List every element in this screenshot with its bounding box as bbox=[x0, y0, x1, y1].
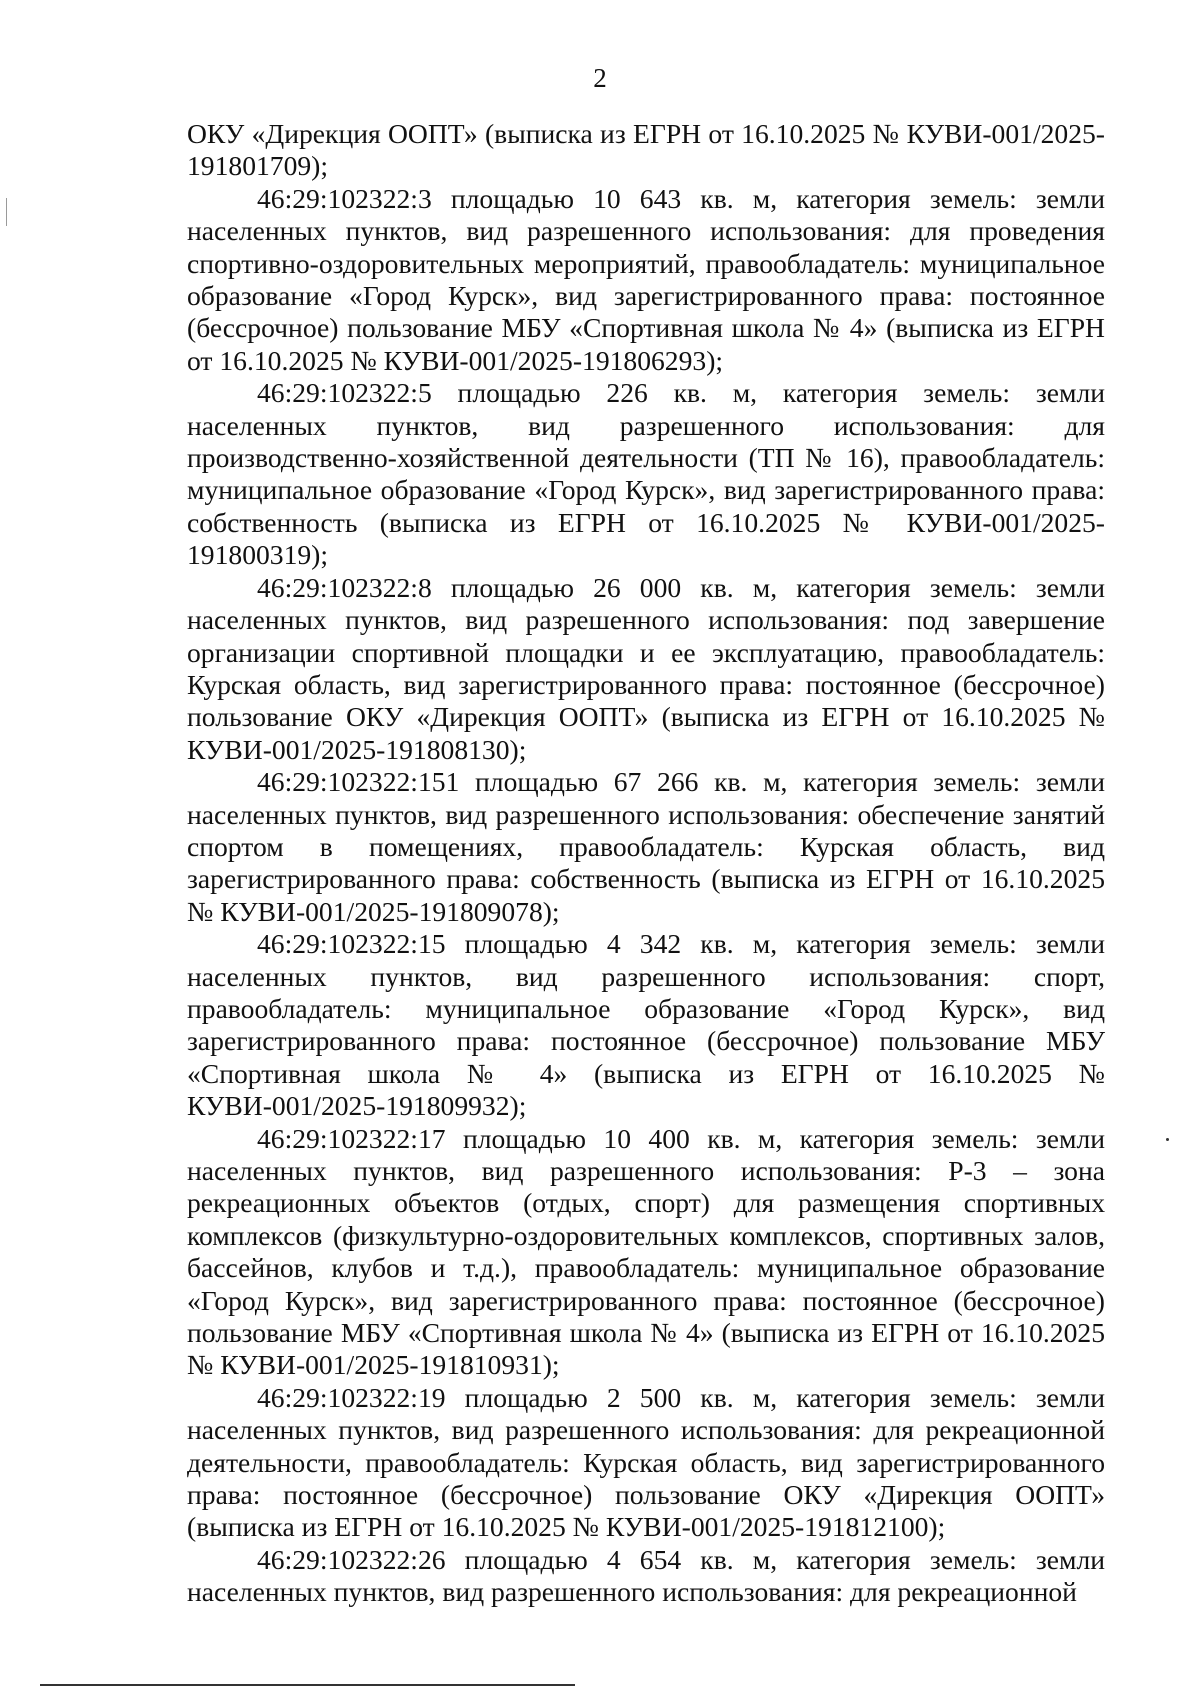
paragraph-parcel-15: 46:29:102322:15 площадью 4 342 кв. м, категория земель: земли населенных пунктов, вид разрешенного использования: спорт, правообладатель: муниципальное образование «Город Курск», вид зарегистрированного права: постоянное (бессрочное) пользование МБУ «Спортивная школа № 4» (выписка из ЕГРН от 16.10.2025 № КУВИ-001/2025-191809932); bbox=[187, 928, 1105, 1122]
paragraph-parcel-17: 46:29:102322:17 площадью 10 400 кв. м, категория земель: земли населенных пунктов, вид разрешенного использования: Р-3 – зона рекреационных объектов (отдых, спорт) для размещения спортивных комплексов (физкультурно-оздоровительных комплексов, спортивных залов, бассейнов, клубов и т.д.), правообладатель: муниципальное образование «Город Курск», вид зарегистрированного права: постоянное (бессрочное) пользование МБУ «Спортивная школа № 4» (выписка из ЕГРН от 16.10.2025 № КУВИ-001/2025-191810931); bbox=[187, 1122, 1105, 1381]
page-number: 2 bbox=[593, 63, 607, 93]
footer-rule bbox=[40, 1684, 575, 1686]
scan-speck bbox=[1166, 1138, 1169, 1141]
paragraph-parcel-5: 46:29:102322:5 площадью 226 кв. м, категория земель: земли населенных пунктов, вид разрешенного использования: для производственно-хозяйственной деятельности (ТП № 16), правообладатель: муниципальное образование «Город Курск», вид зарегистрированного права: собственность (выписка из ЕГРН от 16.10.2025 № КУВИ-001/2025-191800319); bbox=[187, 377, 1105, 571]
paragraph-parcel-19: 46:29:102322:19 площадью 2 500 кв. м, категория земель: земли населенных пунктов, вид разрешенного использования: для рекреационной деятельности, правообладатель: Курская область, вид зарегистрированного права: постоянное (бессрочное) пользование ОКУ «Дирекция ООПТ» (выписка из ЕГРН от 16.10.2025 № КУВИ-001/2025-191812100); bbox=[187, 1381, 1105, 1543]
paragraph-parcel-8: 46:29:102322:8 площадью 26 000 кв. м, категория земель: земли населенных пунктов, вид разрешенного использования: под завершение организации спортивной площадки и ее эксплуатацию, правообладатель: Курская область, вид зарегистрированного права: постоянное (бессрочное) пользование ОКУ «Дирекция ООПТ» (выписка из ЕГРН от 16.10.2025 № КУВИ-001/2025-191808130); bbox=[187, 571, 1105, 765]
document-body bbox=[187, 118, 1105, 1609]
paragraph-parcel-26: 46:29:102322:26 площадью 4 654 кв. м, категория земель: земли населенных пунктов, вид разрешенного использования: для рекреационной bbox=[187, 1543, 1105, 1608]
paragraph-continuation: ОКУ «Дирекция ООПТ» (выписка из ЕГРН от 16.10.2025 № КУВИ-001/2025-191801709); bbox=[187, 118, 1105, 182]
paragraph-parcel-151: 46:29:102322:151 площадью 67 266 кв. м, категория земель: земли населенных пунктов, вид разрешенного использования: обеспечение занятий спортом в помещениях, правообладатель: Курская область, вид зарегистрированного права: собственность (выписка из ЕГРН от 16.10.2025 № КУВИ-001/2025-191809078); bbox=[187, 766, 1105, 927]
paragraph-parcel-3: 46:29:102322:3 площадью 10 643 кв. м, категория земель: земли населенных пунктов, вид разрешенного использования: для проведения спортивно-оздоровительных мероприятий, правообладатель: муниципальное образование «Город Курск», вид зарегистрированного права: постоянное (бессрочное) пользование МБУ «Спортивная школа № 4» (выписка из ЕГРН от 16.10.2025 № КУВИ-001/2025-191806293); bbox=[187, 182, 1105, 376]
margin-mark bbox=[6, 198, 7, 226]
